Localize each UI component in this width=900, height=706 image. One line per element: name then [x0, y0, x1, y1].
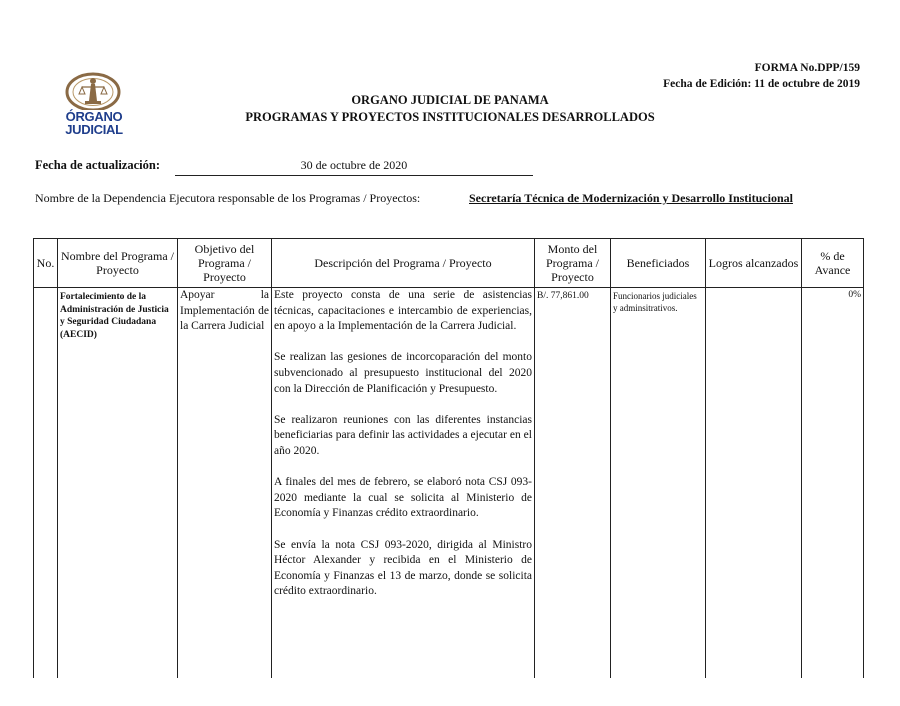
logo-word-organo: ÓRGANO [65, 109, 123, 124]
header-name: Nombre del Programa / Proyecto [58, 239, 178, 288]
update-date-value: 30 de octubre de 2020 [175, 158, 533, 176]
cell-beneficiaries: Funcionarios judiciales y adminsitrativos. [611, 288, 706, 679]
dependency-label: Nombre de la Dependencia Ejecutora responsable de los Programas / Proyectos: [35, 191, 421, 205]
document-title: ORGANO JUDICIAL DE PANAMA [351, 93, 549, 107]
header-no: No. [34, 239, 58, 288]
dependency-value: Secretaría Técnica de Modernización y Desarrollo Institucional [469, 191, 793, 205]
description-paragraph: A finales del mes de febrero, se elaboró nota CSJ 093-2020 mediante la cual se solicita al Ministerio de Economía y Finanzas crédito extraordinario. [274, 476, 532, 520]
cell-objective: Apoyar la Implementación de la Carrera Judicial [178, 288, 272, 679]
update-date-label: Fecha de actualización: [35, 158, 160, 172]
edition-date: Fecha de Edición: 11 de octubre de 2019 [663, 78, 860, 90]
cell-amount: B/. 77,861.00 [535, 288, 611, 679]
description-paragraph: Este proyecto consta de una serie de asistencias técnicas, capacitaciones e intercambio de experiencias, en apoyo a la Implementación de la Carrera Judicial. [274, 289, 532, 333]
table-header-row [34, 239, 864, 288]
cell-progress: 0% [802, 288, 864, 679]
header-description: Descripción del Programa / Proyecto [272, 239, 535, 288]
description-paragraph: Se realizan las gesiones de incorcoparación del monto subvencionado al presupuesto institucional del 2020 con la Dirección de Planificación y Presupuesto. [274, 351, 532, 395]
form-number: FORMA No.DPP/159 [754, 62, 860, 74]
header-beneficiaries: Beneficiados [611, 239, 706, 288]
header-objective: Objetivo del Programa / Proyecto [178, 239, 272, 288]
description-paragraph: Se envía la nota CSJ 093-2020, dirigida al Ministro Héctor Alexander y recibida en el Ministerio de Economía y Finanzas el 13 de marzo, donde se solicita crédito extraordinario. [274, 538, 532, 598]
description-paragraph: Se realizaron reuniones con las diferentes instancias beneficiarias para definir las actividades a ejecutar en el año 2020. [274, 413, 532, 457]
projects-table [33, 238, 864, 678]
cell-no [34, 288, 58, 679]
cell-achievements [706, 288, 802, 679]
header-amount: Monto del Programa / Proyecto [535, 239, 611, 288]
table-row [34, 288, 864, 679]
header-progress: % de Avance [802, 239, 864, 288]
cell-project-name: Fortalecimiento de la Administración de Justicia y Seguridad Ciudadana (AECID) [58, 288, 178, 679]
cell-description [272, 288, 535, 679]
header-achievements: Logros alcanzados [706, 239, 802, 288]
logo-word-judicial: JUDICIAL [65, 122, 123, 137]
document-subtitle: PROGRAMAS Y PROYECTOS INSTITUCIONALES DESARROLLADOS [245, 110, 655, 124]
